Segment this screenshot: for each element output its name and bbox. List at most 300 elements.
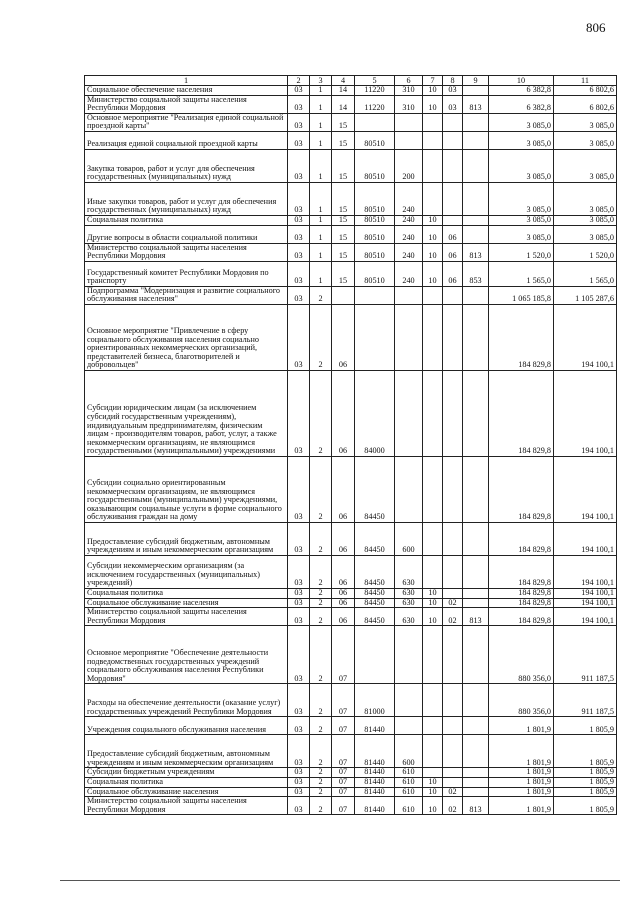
row-code-2: 03 [288,113,310,131]
table-row [85,787,617,797]
row-code-5: 84450 [355,456,395,522]
row-value-11: 1 805,9 [554,787,617,797]
row-name: Реализация единой социальной проездной карты [85,131,288,149]
row-code-4: 06 [332,608,355,626]
row-code-7 [423,684,443,717]
row-code-8 [443,215,463,225]
row-code-5: 84450 [355,522,395,555]
row-name: Иные закупки товаров, работ и услуг для обеспечения государственных (муниципальных) нужд [85,182,288,215]
row-code-9 [463,588,489,598]
row-code-6: 310 [395,95,423,113]
row-code-7 [423,131,443,149]
row-value-11: 3 085,0 [554,215,617,225]
row-code-6 [395,626,423,684]
row-code-6 [395,304,423,370]
row-code-3: 1 [310,149,332,182]
row-code-3: 2 [310,304,332,370]
row-code-5: 84000 [355,370,395,456]
row-code-5: 80510 [355,243,395,261]
row-code-7 [423,522,443,555]
row-code-3: 2 [310,787,332,797]
row-value-10: 184 829,8 [489,588,554,598]
row-value-11: 3 085,0 [554,113,617,131]
row-code-6 [395,131,423,149]
row-code-5: 81440 [355,768,395,778]
row-code-6: 240 [395,243,423,261]
row-code-5: 81440 [355,735,395,768]
row-name: Основное мероприятие "Реализация единой социальной проездной карты" [85,113,288,131]
row-value-11: 1 805,9 [554,797,617,815]
table-row [85,768,617,778]
row-value-10: 184 829,8 [489,370,554,456]
row-name: Государственный комитет Республики Мордовия по транспорту [85,261,288,286]
row-code-5 [355,304,395,370]
row-value-10: 184 829,8 [489,304,554,370]
row-code-6: 240 [395,215,423,225]
row-value-10: 3 085,0 [489,131,554,149]
row-code-8 [443,717,463,735]
row-value-11: 1 105 287,6 [554,286,617,304]
row-code-3: 1 [310,225,332,243]
table-row [85,717,617,735]
row-code-2: 03 [288,95,310,113]
row-code-9 [463,113,489,131]
row-value-10: 1 565,0 [489,261,554,286]
row-value-11: 6 802,6 [554,86,617,96]
row-name: Другие вопросы в области социальной политики [85,225,288,243]
table-row [85,149,617,182]
row-name: Расходы на обеспечение деятельности (оказание услуг) государственных учреждений Республики Мордовия [85,684,288,717]
row-value-10: 1 801,9 [489,797,554,815]
row-code-2: 03 [288,787,310,797]
row-code-9: 813 [463,608,489,626]
row-value-11: 1 520,0 [554,243,617,261]
row-value-11: 194 100,1 [554,370,617,456]
table-row [85,522,617,555]
row-code-9: 813 [463,95,489,113]
row-code-3: 1 [310,243,332,261]
row-code-9 [463,215,489,225]
row-code-5: 81440 [355,717,395,735]
row-code-5: 81000 [355,684,395,717]
column-header-6: 6 [395,76,423,86]
row-code-9 [463,370,489,456]
row-code-8 [443,588,463,598]
row-value-10: 3 085,0 [489,182,554,215]
row-value-10: 6 382,8 [489,95,554,113]
row-code-4: 06 [332,555,355,588]
row-code-8 [443,131,463,149]
row-code-8: 06 [443,243,463,261]
table-row [85,456,617,522]
row-code-4: 14 [332,86,355,96]
row-name: Предоставление субсидий бюджетным, автономным учреждениям и иным некоммерческим организациям [85,522,288,555]
row-value-11: 911 187,5 [554,684,617,717]
bottom-rule [60,880,620,881]
row-code-8 [443,304,463,370]
row-value-10: 3 085,0 [489,149,554,182]
row-name: Министерство социальной защиты населения Республики Мордовия [85,95,288,113]
row-code-9: 813 [463,243,489,261]
row-code-6: 240 [395,182,423,215]
row-code-2: 03 [288,588,310,598]
row-value-11: 194 100,1 [554,522,617,555]
row-value-11: 3 085,0 [554,182,617,215]
row-code-8: 06 [443,225,463,243]
row-value-10: 1 065 185,8 [489,286,554,304]
row-code-7: 10 [423,588,443,598]
row-code-6: 200 [395,149,423,182]
row-code-5: 84450 [355,598,395,608]
row-code-5: 80510 [355,131,395,149]
row-code-4: 07 [332,777,355,787]
row-code-8 [443,113,463,131]
row-value-10: 1 801,9 [489,777,554,787]
row-value-11: 3 085,0 [554,131,617,149]
row-code-3: 1 [310,182,332,215]
row-value-10: 880 356,0 [489,626,554,684]
row-value-11: 194 100,1 [554,588,617,598]
row-code-4: 06 [332,522,355,555]
row-name: Субсидии некоммерческим организациям (за исключением государственных (муниципальных) учреждений) [85,555,288,588]
row-code-5 [355,286,395,304]
row-value-10: 184 829,8 [489,456,554,522]
row-code-3: 1 [310,86,332,96]
column-header-3: 3 [310,76,332,86]
row-name: Учреждения социального обслуживания населения [85,717,288,735]
table-row [85,86,617,96]
row-value-11: 911 187,5 [554,626,617,684]
row-code-4: 07 [332,768,355,778]
row-code-4: 07 [332,787,355,797]
row-code-6 [395,286,423,304]
column-header-10: 10 [489,76,554,86]
row-code-2: 03 [288,149,310,182]
table-row [85,370,617,456]
row-code-4: 15 [332,182,355,215]
table-row [85,608,617,626]
row-code-4 [332,286,355,304]
table-row [85,598,617,608]
table-row [85,113,617,131]
row-name: Социальное обслуживание населения [85,598,288,608]
row-code-2: 03 [288,131,310,149]
row-code-9: 853 [463,261,489,286]
row-value-10: 1 801,9 [489,787,554,797]
row-code-3: 1 [310,95,332,113]
row-code-7: 10 [423,215,443,225]
row-code-4: 15 [332,149,355,182]
row-value-11: 1 805,9 [554,768,617,778]
row-code-9 [463,131,489,149]
row-code-8 [443,370,463,456]
row-code-5: 80510 [355,149,395,182]
row-code-5: 11220 [355,95,395,113]
row-code-2: 03 [288,797,310,815]
row-code-7: 10 [423,225,443,243]
row-code-2: 03 [288,684,310,717]
row-code-7: 10 [423,86,443,96]
row-code-2: 03 [288,86,310,96]
table-row [85,95,617,113]
row-code-8 [443,182,463,215]
row-code-7: 10 [423,243,443,261]
page-number: 806 [586,20,606,35]
row-value-11: 194 100,1 [554,608,617,626]
row-code-3: 2 [310,588,332,598]
row-code-4: 15 [332,113,355,131]
row-value-11: 1 805,9 [554,777,617,787]
row-code-8 [443,149,463,182]
row-code-6 [395,684,423,717]
row-value-11: 194 100,1 [554,598,617,608]
row-code-7 [423,149,443,182]
row-value-10: 1 801,9 [489,735,554,768]
row-code-9 [463,86,489,96]
row-code-5 [355,626,395,684]
row-code-7 [423,735,443,768]
row-code-3: 2 [310,717,332,735]
row-code-7 [423,456,443,522]
row-code-9 [463,598,489,608]
row-value-11: 194 100,1 [554,456,617,522]
row-code-3: 1 [310,131,332,149]
row-code-2: 03 [288,370,310,456]
row-code-7: 10 [423,787,443,797]
column-header-9: 9 [463,76,489,86]
row-code-8: 02 [443,787,463,797]
row-code-2: 03 [288,598,310,608]
row-code-7: 10 [423,598,443,608]
row-code-6 [395,456,423,522]
row-code-2: 03 [288,555,310,588]
row-code-4: 15 [332,131,355,149]
row-code-7 [423,626,443,684]
row-code-4: 07 [332,684,355,717]
row-code-7 [423,113,443,131]
row-code-5: 81440 [355,777,395,787]
row-name: Субсидии юридическим лицам (за исключением субсидий государственным учреждениям), индивидуальным предпринимателям, физическим лицам - производителям товаров, работ, услуг, а также некоммерческим организациям, не являющимся государственными (муниципальными) учреждениями [85,370,288,456]
row-code-3: 2 [310,456,332,522]
table-row [85,261,617,286]
row-code-7 [423,370,443,456]
row-code-9 [463,717,489,735]
table-row [85,225,617,243]
row-name: Социальная политика [85,777,288,787]
row-value-10: 184 829,8 [489,555,554,588]
row-code-4: 07 [332,717,355,735]
row-value-11: 194 100,1 [554,304,617,370]
row-value-11: 1 565,0 [554,261,617,286]
row-code-6: 240 [395,225,423,243]
row-code-3: 2 [310,370,332,456]
row-code-3: 2 [310,626,332,684]
row-code-3: 2 [310,797,332,815]
row-code-6: 600 [395,735,423,768]
row-code-2: 03 [288,608,310,626]
row-code-3: 2 [310,735,332,768]
row-value-11: 194 100,1 [554,555,617,588]
row-code-6 [395,717,423,735]
row-code-3: 1 [310,215,332,225]
row-value-11: 3 085,0 [554,225,617,243]
row-code-6: 240 [395,261,423,286]
row-code-5: 81440 [355,787,395,797]
row-value-11: 1 805,9 [554,735,617,768]
row-code-7 [423,768,443,778]
row-name: Закупка товаров, работ и услуг для обеспечения государственных (муниципальных) нужд [85,149,288,182]
row-name: Министерство социальной защиты населения Республики Мордовия [85,797,288,815]
column-header-4: 4 [332,76,355,86]
row-code-4: 06 [332,456,355,522]
row-value-10: 184 829,8 [489,608,554,626]
row-code-5: 81440 [355,797,395,815]
column-header-1: 1 [85,76,288,86]
row-code-2: 03 [288,261,310,286]
row-value-10: 880 356,0 [489,684,554,717]
row-code-9 [463,787,489,797]
row-code-4: 07 [332,626,355,684]
row-code-6: 630 [395,588,423,598]
row-code-8 [443,555,463,588]
row-code-5: 80510 [355,261,395,286]
row-code-9 [463,555,489,588]
row-value-10: 3 085,0 [489,225,554,243]
row-code-6: 610 [395,797,423,815]
row-name: Социальная политика [85,215,288,225]
row-code-7 [423,555,443,588]
row-value-11: 3 085,0 [554,149,617,182]
column-header-5: 5 [355,76,395,86]
row-code-7: 10 [423,261,443,286]
row-code-5: 84450 [355,555,395,588]
row-code-5: 80510 [355,215,395,225]
row-name: Социальное обслуживание населения [85,787,288,797]
row-code-8: 03 [443,86,463,96]
row-code-6: 310 [395,86,423,96]
row-code-9 [463,225,489,243]
table-row [85,131,617,149]
row-code-8 [443,735,463,768]
row-code-2: 03 [288,456,310,522]
table-row [85,684,617,717]
table-row [85,182,617,215]
row-code-4: 07 [332,735,355,768]
row-code-6 [395,370,423,456]
row-code-9 [463,149,489,182]
row-value-11: 1 805,9 [554,717,617,735]
row-code-6: 630 [395,555,423,588]
row-code-8 [443,777,463,787]
row-code-6 [395,113,423,131]
row-code-3: 2 [310,608,332,626]
row-code-3: 2 [310,522,332,555]
row-code-3: 2 [310,286,332,304]
row-code-9: 813 [463,797,489,815]
table-row [85,304,617,370]
row-code-2: 03 [288,304,310,370]
row-value-10: 184 829,8 [489,598,554,608]
table-row [85,588,617,598]
row-code-9 [463,522,489,555]
row-code-4: 15 [332,261,355,286]
row-code-9 [463,456,489,522]
row-code-4: 06 [332,370,355,456]
table-row [85,626,617,684]
row-code-4: 06 [332,304,355,370]
row-name: Субсидии бюджетным учреждениям [85,768,288,778]
row-name: Субсидии социально ориентированным некоммерческим организациям, не являющимся государственными (муниципальными) учреждениями, оказывающим социальные услуги в форме социального обслуживания граждан на дому [85,456,288,522]
row-code-8 [443,684,463,717]
row-code-3: 1 [310,113,332,131]
row-name: Социальная политика [85,588,288,598]
row-code-3: 1 [310,261,332,286]
budget-table [84,75,617,815]
row-code-7: 10 [423,797,443,815]
column-header-11: 11 [554,76,617,86]
row-name: Подпрограмма "Модернизация и развитие социального обслуживания населения" [85,286,288,304]
row-code-2: 03 [288,522,310,555]
row-code-5: 80510 [355,225,395,243]
row-code-2: 03 [288,286,310,304]
row-code-5: 80510 [355,182,395,215]
row-code-2: 03 [288,225,310,243]
row-value-10: 3 085,0 [489,113,554,131]
row-code-3: 2 [310,777,332,787]
table-row [85,555,617,588]
row-code-8: 03 [443,95,463,113]
row-name: Министерство социальной защиты населения Республики Мордовия [85,608,288,626]
row-code-9 [463,286,489,304]
row-code-2: 03 [288,777,310,787]
row-code-8 [443,768,463,778]
row-code-7 [423,304,443,370]
row-value-10: 1 801,9 [489,768,554,778]
table-header-row [85,76,617,86]
row-code-3: 2 [310,684,332,717]
row-code-2: 03 [288,243,310,261]
row-name: Социальное обеспечение населения [85,86,288,96]
table-row [85,777,617,787]
row-code-9 [463,777,489,787]
row-code-3: 2 [310,598,332,608]
row-code-7 [423,717,443,735]
row-code-2: 03 [288,768,310,778]
row-code-9 [463,304,489,370]
row-code-6: 610 [395,787,423,797]
table-row [85,735,617,768]
row-code-2: 03 [288,626,310,684]
table-row [85,797,617,815]
row-code-4: 06 [332,588,355,598]
row-code-7: 10 [423,608,443,626]
row-code-7 [423,286,443,304]
row-code-4: 14 [332,95,355,113]
table-row [85,215,617,225]
row-name: Основное мероприятие "Обеспечение деятельности подведомственных государственных учреждений социального обслуживания населения Республики Мордовия" [85,626,288,684]
row-code-9 [463,182,489,215]
row-code-4: 06 [332,598,355,608]
row-code-4: 15 [332,225,355,243]
row-code-2: 03 [288,717,310,735]
row-code-4: 07 [332,797,355,815]
row-code-8 [443,286,463,304]
row-code-5: 84450 [355,608,395,626]
row-code-8: 02 [443,797,463,815]
row-code-6: 600 [395,522,423,555]
row-code-4: 15 [332,243,355,261]
row-code-6: 630 [395,598,423,608]
